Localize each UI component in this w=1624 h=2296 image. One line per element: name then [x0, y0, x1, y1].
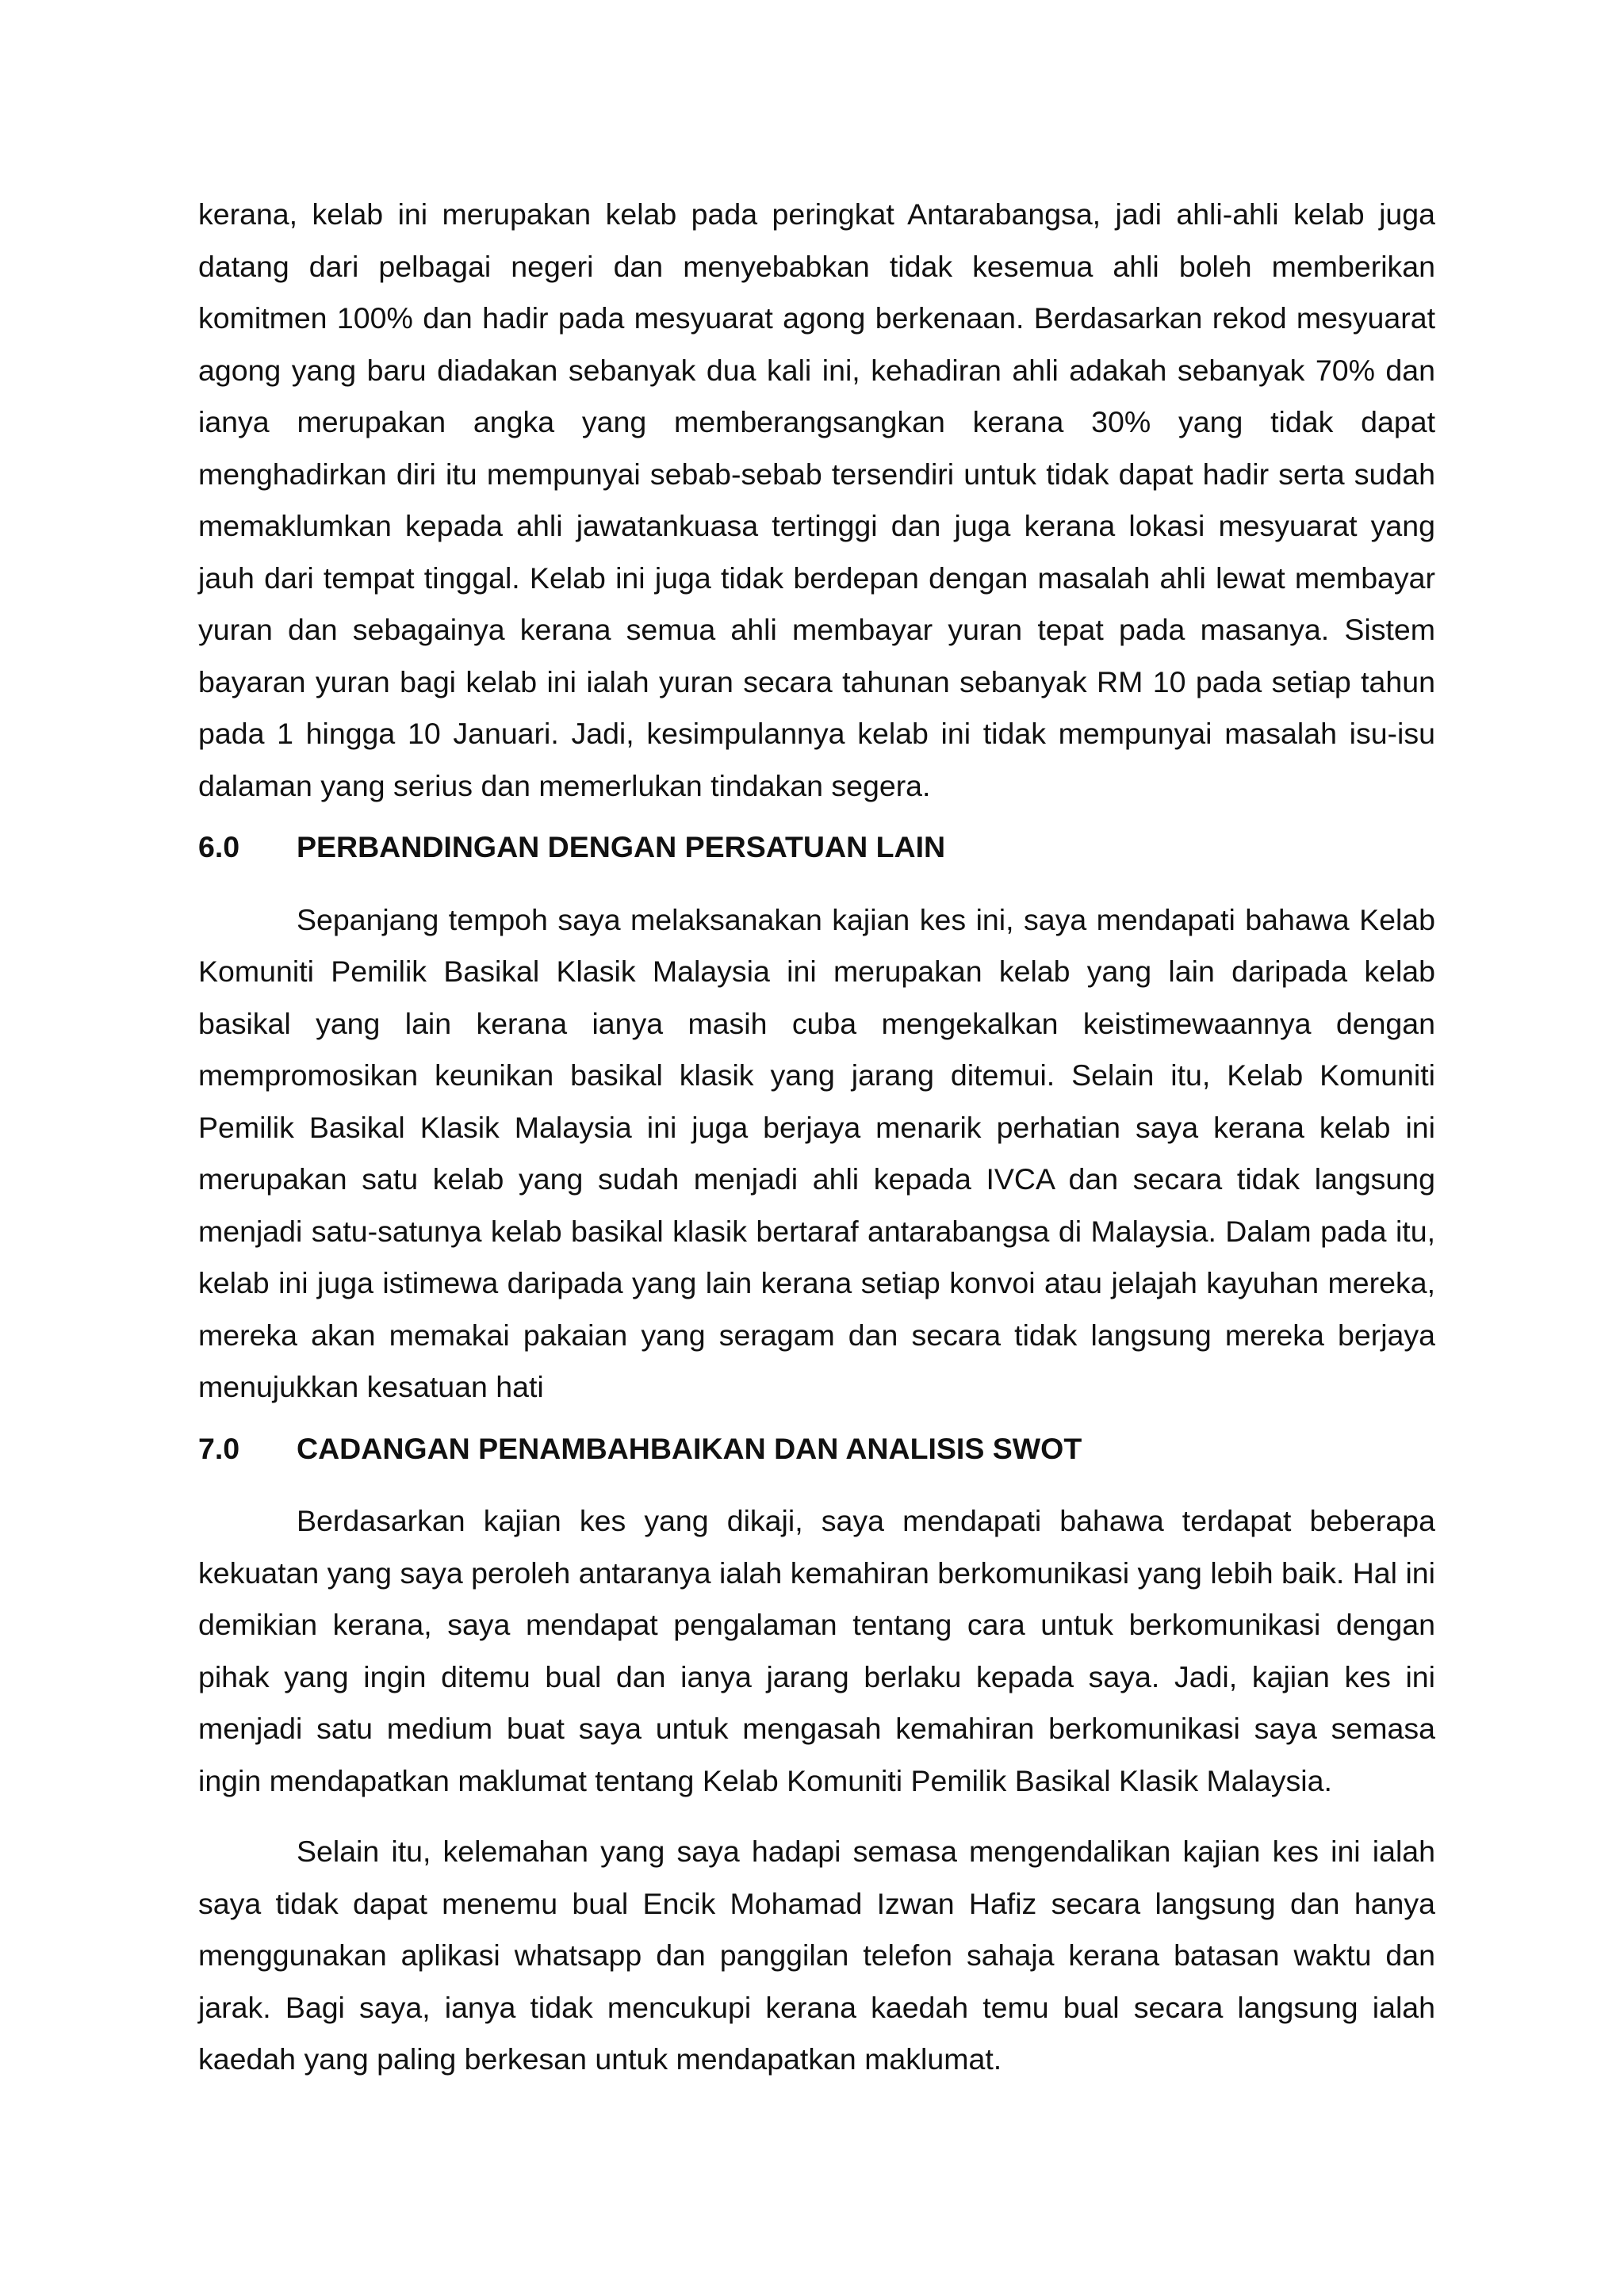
section-7-paragraph-strengths: Berdasarkan kajian kes yang dikaji, saya mendapati bahawa terdapat beberapa kekuatan yang saya peroleh antaranya ialah kemahiran berkomunikasi yang lebih baik. Hal ini demikian kerana, saya mendapat pengalaman tentang cara untuk berkomunikasi dengan pihak yang ingin ditemu bual dan ianya jarang berlaku kepada saya. Jadi, kajian kes ini menjadi satu medium buat saya untuk mengasah kemahiran berkomunikasi saya semasa ingin mendapatkan maklumat tentang Kelab Komuniti Pemilik Basikal Klasik Malaysia.	[198, 1504, 1435, 1797]
section-6-paragraph: Sepanjang tempoh saya melaksanakan kajian kes ini, saya mendapati bahawa Kelab Komuniti Pemilik Basikal Klasik Malaysia ini merupakan kelab yang lain daripada kelab basikal yang lain kerana ianya masih cuba mengekalkan keistimewaannya dengan mempromosikan keunikan basikal klasik yang jarang ditemui. Selain itu, Kelab Komuniti Pemilik Basikal Klasik Malaysia ini juga berjaya menarik perhatian saya kerana kelab ini merupakan satu kelab yang sudah menjadi ahli kepada IVCA dan secara tidak langsung menjadi satu-satunya kelab basikal klasik bertaraf antarabangsa di Malaysia. Dalam pada itu, kelab ini juga istimewa daripada yang lain kerana setiap konvoi atau jelajah kayuhan mereka, mereka akan memakai pakaian yang seragam dan secara tidak langsung mereka berjaya menujukkan kesatuan hati	[198, 902, 1435, 1403]
section-title: PERBANDINGAN DENGAN PERSATUAN LAIN	[297, 830, 946, 863]
document-body	[198, 189, 1435, 2086]
section-7-paragraph-weaknesses: Selain itu, kelemahan yang saya hadapi semasa mengendalikan kajian kes ini ialah saya tidak dapat menemu bual Encik Mohamad Izwan Hafiz secara langsung dan hanya menggunakan aplikasi whatsapp dan panggilan telefon sahaja kerana batasan waktu dan jarak. Bagi saya, ianya tidak mencukupi kerana kaedah temu bual secara langsung ialah kaedah yang paling berkesan untuk mendapatkan maklumat.	[198, 1835, 1435, 2076]
section-heading-6	[198, 821, 1435, 874]
section-number: 7.0	[198, 1431, 240, 1465]
section-title: CADANGAN PENAMBAHBAIKAN DAN ANALISIS SWOT	[297, 1431, 1082, 1465]
continuation-paragraph: kerana, kelab ini merupakan kelab pada peringkat Antarabangsa, jadi ahli-ahli kelab juga datang dari pelbagai negeri dan menyebabkan tidak kesemua ahli boleh memberikan komitmen 100% dan hadir pada mesyuarat agong berkenaan. Berdasarkan rekod mesyuarat agong yang baru diadakan sebanyak dua kali ini, kehadiran ahli adakah sebanyak 70% dan ianya merupakan angka yang memberangsangkan kerana 30% yang tidak dapat menghadirkan diri itu mempunyai sebab-sebab tersendiri untuk tidak dapat hadir serta sudah memaklumkan kepada ahli jawatankuasa tertinggi dan juga kerana lokasi mesyuarat yang jauh dari tempat tinggal. Kelab ini juga tidak berdepan dengan masalah ahli lewat membayar yuran dan sebagainya kerana semua ahli membayar yuran tepat pada masanya. Sistem bayaran yuran bagi kelab ini ialah yuran secara tahunan sebanyak RM 10 pada setiap tahun pada 1 hingga 10 Januari. Jadi, kesimpulannya kelab ini tidak mempunyai masalah isu-isu dalaman yang serius dan memerlukan tindakan segera.	[198, 197, 1435, 802]
section-number: 6.0	[198, 830, 240, 863]
section-heading-7	[198, 1423, 1435, 1475]
